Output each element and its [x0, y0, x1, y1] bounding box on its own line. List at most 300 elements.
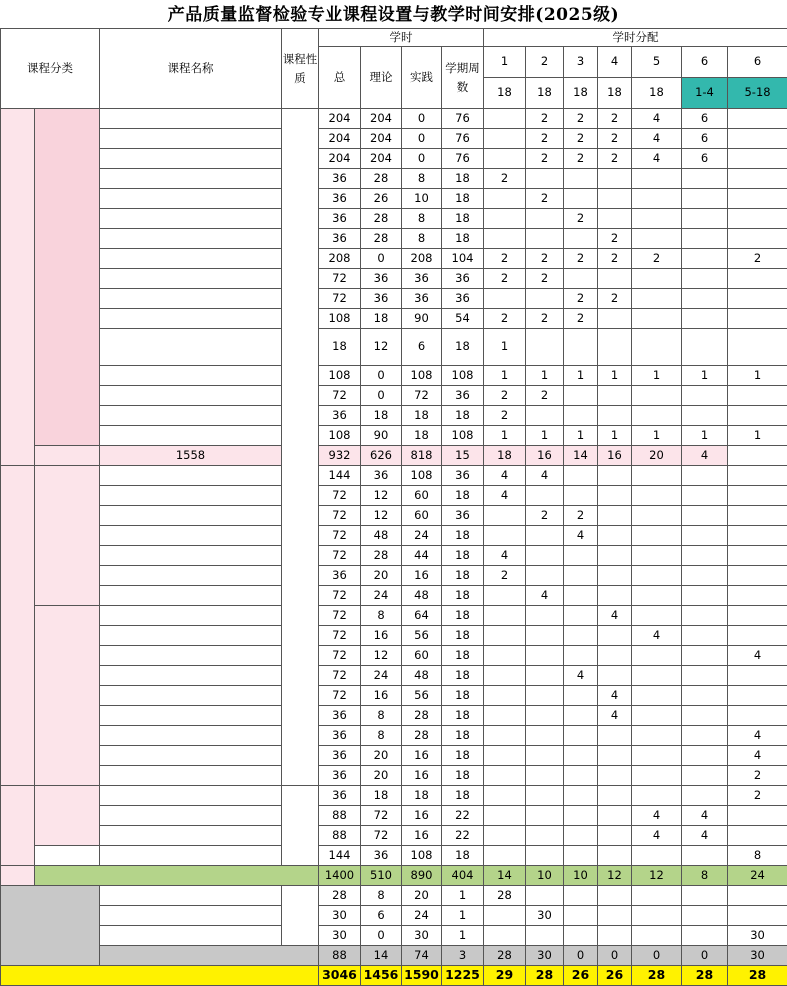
table-cell: 76	[442, 149, 484, 169]
table-cell	[484, 766, 526, 786]
table-cell	[526, 826, 564, 846]
table-cell: 2	[484, 249, 526, 269]
table-cell: 4	[632, 626, 682, 646]
table-cell: 2	[484, 269, 526, 289]
table-cell: 4	[682, 826, 728, 846]
table-cell	[682, 486, 728, 506]
category-public-outer	[1, 109, 35, 466]
table-cell: 204	[361, 149, 402, 169]
table-cell: 2	[484, 566, 526, 586]
table-cell	[632, 386, 682, 406]
table-cell: 72	[319, 666, 361, 686]
table-cell: 18	[442, 766, 484, 786]
table-cell	[632, 169, 682, 189]
table-cell	[728, 606, 787, 626]
course-name	[100, 309, 282, 329]
table-cell: 3046	[319, 966, 361, 986]
table-cell: 8	[728, 846, 787, 866]
subtotal-label	[35, 446, 100, 466]
table-cell: 36	[361, 846, 402, 866]
table-cell: 0	[632, 946, 682, 966]
table-cell	[682, 726, 728, 746]
table-cell: 60	[402, 486, 442, 506]
table-cell: 28	[319, 886, 361, 906]
table-cell	[564, 686, 598, 706]
table-cell	[728, 566, 787, 586]
table-cell	[484, 229, 526, 249]
table-row	[1, 189, 787, 209]
table-cell: 2	[728, 766, 787, 786]
course-name	[100, 189, 282, 209]
course-name	[100, 686, 282, 706]
table-cell: 510	[361, 866, 402, 886]
course-name	[100, 606, 282, 626]
table-cell: 1	[442, 906, 484, 926]
table-row	[1, 646, 787, 666]
table-cell: 12	[361, 646, 402, 666]
table-cell	[632, 586, 682, 606]
table-cell	[598, 726, 632, 746]
table-cell: 890	[402, 866, 442, 886]
table-cell: 1225	[442, 966, 484, 986]
table-cell: 4	[682, 806, 728, 826]
table-cell: 2	[598, 229, 632, 249]
table-cell: 56	[402, 626, 442, 646]
table-cell: 204	[319, 149, 361, 169]
table-cell	[526, 626, 564, 646]
table-cell	[526, 289, 564, 309]
table-cell: 26	[361, 189, 402, 209]
table-cell: 1	[484, 426, 526, 446]
table-row	[1, 386, 787, 406]
header-sem-weeks: 5-18	[728, 78, 787, 109]
category-public-inner	[35, 109, 100, 446]
table-cell: 4	[728, 726, 787, 746]
table-cell	[526, 646, 564, 666]
table-cell	[632, 209, 682, 229]
table-row	[1, 526, 787, 546]
table-row	[1, 426, 787, 446]
table-cell	[564, 189, 598, 209]
table-cell	[598, 926, 632, 946]
table-cell	[484, 526, 526, 546]
table-cell: 18	[402, 426, 442, 446]
table-cell	[564, 726, 598, 746]
table-row	[1, 486, 787, 506]
course-name	[100, 546, 282, 566]
table-row	[1, 566, 787, 586]
table-cell: 16	[402, 806, 442, 826]
table-row	[1, 269, 787, 289]
table-cell: 48	[361, 526, 402, 546]
table-cell	[598, 386, 632, 406]
table-cell	[598, 526, 632, 546]
table-cell: 6	[682, 129, 728, 149]
table-cell: 144	[319, 846, 361, 866]
table-cell: 88	[319, 806, 361, 826]
table-cell: 36	[319, 229, 361, 249]
table-cell	[484, 109, 526, 129]
table-cell: 56	[402, 686, 442, 706]
table-cell: 64	[402, 606, 442, 626]
table-cell	[564, 566, 598, 586]
header-category: 课程分类	[1, 29, 100, 109]
table-cell: 0	[598, 946, 632, 966]
table-cell	[632, 926, 682, 946]
table-cell: 36	[319, 706, 361, 726]
table-cell	[728, 826, 787, 846]
table-cell: 2	[632, 249, 682, 269]
table-cell: 16	[361, 686, 402, 706]
table-cell	[526, 846, 564, 866]
table-cell: 0	[361, 249, 402, 269]
table-cell: 0	[402, 149, 442, 169]
table-cell: 36	[319, 786, 361, 806]
table-cell	[598, 746, 632, 766]
table-cell: 54	[442, 309, 484, 329]
table-cell: 60	[402, 506, 442, 526]
course-name	[100, 706, 282, 726]
table-cell	[598, 309, 632, 329]
table-cell: 18	[361, 309, 402, 329]
table-cell: 30	[319, 926, 361, 946]
table-cell: 1	[598, 426, 632, 446]
table-cell	[728, 666, 787, 686]
table-cell	[526, 329, 564, 366]
table-cell: 1	[564, 366, 598, 386]
category-practice	[1, 886, 100, 966]
table-row	[1, 826, 787, 846]
table-cell: 88	[319, 946, 361, 966]
table-cell	[598, 846, 632, 866]
table-cell: 10	[564, 866, 598, 886]
table-row	[1, 846, 787, 866]
table-cell: 1	[526, 366, 564, 386]
table-cell	[682, 309, 728, 329]
table-cell: 22	[442, 826, 484, 846]
table-cell	[598, 806, 632, 826]
table-cell: 18	[361, 406, 402, 426]
table-cell: 0	[361, 386, 402, 406]
table-cell: 30	[526, 906, 564, 926]
table-cell: 26	[598, 966, 632, 986]
table-cell: 12	[361, 486, 402, 506]
table-cell: 72	[319, 626, 361, 646]
course-nature-required	[282, 886, 319, 946]
table-cell: 60	[402, 646, 442, 666]
table-cell	[564, 169, 598, 189]
table-cell	[682, 906, 728, 926]
table-cell	[598, 189, 632, 209]
table-cell: 36	[319, 726, 361, 746]
table-cell: 48	[402, 666, 442, 686]
table-cell: 108	[319, 309, 361, 329]
table-cell	[682, 586, 728, 606]
table-row	[1, 586, 787, 606]
course-name	[100, 806, 282, 826]
table-cell: 2	[728, 249, 787, 269]
table-cell	[728, 806, 787, 826]
table-cell	[598, 169, 632, 189]
header-sem-number: 2	[526, 47, 564, 78]
table-cell: 1590	[402, 966, 442, 986]
table-cell: 90	[361, 426, 402, 446]
table-cell	[526, 726, 564, 746]
table-cell: 14	[361, 946, 402, 966]
header-sem-number: 6	[728, 47, 787, 78]
table-row	[1, 686, 787, 706]
table-cell: 0	[402, 109, 442, 129]
table-cell: 4	[632, 806, 682, 826]
table-cell	[682, 686, 728, 706]
table-cell: 24	[402, 526, 442, 546]
table-cell	[728, 149, 787, 169]
course-name	[100, 506, 282, 526]
course-name	[100, 886, 282, 906]
table-cell	[564, 886, 598, 906]
table-cell	[526, 886, 564, 906]
table-cell	[682, 926, 728, 946]
table-row	[1, 506, 787, 526]
course-name	[100, 766, 282, 786]
table-cell: 4	[632, 109, 682, 129]
table-cell	[564, 406, 598, 426]
table-cell: 2	[484, 386, 526, 406]
table-cell	[728, 229, 787, 249]
course-nature-required	[282, 109, 319, 786]
table-cell	[682, 706, 728, 726]
table-cell: 16	[402, 566, 442, 586]
header-hours: 学时	[319, 29, 484, 47]
table-cell: 2	[526, 506, 564, 526]
table-cell: 16	[402, 746, 442, 766]
table-cell: 1	[442, 926, 484, 946]
table-cell: 10	[402, 189, 442, 209]
table-cell: 72	[319, 289, 361, 309]
table-cell	[598, 466, 632, 486]
table-cell	[728, 189, 787, 209]
table-cell: 18	[442, 229, 484, 249]
table-cell: 8	[402, 209, 442, 229]
category-professional-core	[35, 606, 100, 786]
table-row	[1, 926, 787, 946]
table-cell: 8	[361, 726, 402, 746]
table-cell: 8	[402, 169, 442, 189]
table-row	[1, 129, 787, 149]
table-cell	[484, 506, 526, 526]
table-cell: 12	[598, 866, 632, 886]
table-cell	[682, 626, 728, 646]
table-cell	[632, 746, 682, 766]
table-cell: 29	[484, 966, 526, 986]
table-cell: 2	[598, 149, 632, 169]
table-cell	[728, 329, 787, 366]
table-cell: 24	[728, 866, 787, 886]
table-cell: 4	[682, 446, 728, 466]
table-row	[1, 606, 787, 626]
table-cell	[526, 486, 564, 506]
table-cell	[632, 289, 682, 309]
table-cell	[564, 586, 598, 606]
course-name	[100, 109, 282, 129]
table-cell: 18	[442, 566, 484, 586]
table-cell	[526, 209, 564, 229]
table-cell: 2	[484, 406, 526, 426]
table-row	[1, 626, 787, 646]
table-cell	[484, 586, 526, 606]
table-cell: 90	[402, 309, 442, 329]
table-cell: 76	[442, 109, 484, 129]
table-cell	[728, 706, 787, 726]
table-cell: 4	[564, 666, 598, 686]
header-sem-weeks: 1-4	[682, 78, 728, 109]
header-sem-weeks: 18	[632, 78, 682, 109]
table-cell	[598, 626, 632, 646]
category-blank	[1, 866, 35, 886]
table-cell	[682, 886, 728, 906]
table-cell: 1	[598, 366, 632, 386]
course-name	[100, 329, 282, 366]
course-name	[100, 846, 282, 866]
table-cell	[484, 846, 526, 866]
table-cell	[564, 806, 598, 826]
table-cell: 36	[319, 209, 361, 229]
table-cell	[526, 406, 564, 426]
table-cell: 932	[319, 446, 361, 466]
header-sem-weeks: 18	[598, 78, 632, 109]
table-cell: 18	[442, 586, 484, 606]
table-cell: 30	[402, 926, 442, 946]
course-name	[100, 229, 282, 249]
table-cell: 36	[319, 766, 361, 786]
course-name	[100, 726, 282, 746]
table-cell	[682, 646, 728, 666]
table-cell	[484, 906, 526, 926]
header-total: 总	[319, 47, 361, 109]
table-cell: 72	[361, 826, 402, 846]
table-cell: 36	[442, 466, 484, 486]
header-sem-number: 3	[564, 47, 598, 78]
table-cell: 20	[632, 446, 682, 466]
table-cell: 28	[361, 546, 402, 566]
table-cell	[564, 926, 598, 946]
table-cell	[526, 926, 564, 946]
table-cell: 14	[484, 866, 526, 886]
course-name	[100, 269, 282, 289]
subtotal-label	[35, 866, 319, 886]
table-cell	[682, 846, 728, 866]
table-cell: 2	[598, 289, 632, 309]
table-cell	[484, 706, 526, 726]
table-cell	[682, 566, 728, 586]
table-cell: 1	[484, 366, 526, 386]
table-cell	[564, 466, 598, 486]
table-cell: 1	[484, 329, 526, 366]
course-nature-elective	[282, 786, 319, 866]
table-cell	[564, 846, 598, 866]
course-name	[100, 926, 282, 946]
table-cell: 16	[598, 446, 632, 466]
header-practice: 实践	[402, 47, 442, 109]
table-cell	[632, 726, 682, 746]
table-row	[1, 746, 787, 766]
table-cell	[484, 289, 526, 309]
table-cell: 208	[319, 249, 361, 269]
table-cell	[682, 189, 728, 209]
table-cell	[564, 646, 598, 666]
table-cell	[484, 666, 526, 686]
table-cell: 12	[361, 329, 402, 366]
table-cell	[728, 466, 787, 486]
table-cell	[598, 886, 632, 906]
table-cell: 2	[526, 309, 564, 329]
table-cell: 2	[484, 169, 526, 189]
subtotal-row	[1, 946, 787, 966]
course-name	[100, 209, 282, 229]
table-cell: 48	[402, 586, 442, 606]
table-cell: 8	[402, 229, 442, 249]
table-cell: 72	[319, 646, 361, 666]
table-cell: 26	[564, 966, 598, 986]
table-cell: 18	[442, 786, 484, 806]
table-cell	[728, 209, 787, 229]
table-cell: 204	[361, 109, 402, 129]
table-cell: 18	[442, 526, 484, 546]
table-cell: 24	[402, 906, 442, 926]
table-cell: 4	[632, 826, 682, 846]
table-cell: 4	[728, 646, 787, 666]
table-cell: 88	[319, 826, 361, 846]
table-cell	[632, 886, 682, 906]
table-cell: 30	[526, 946, 564, 966]
table-cell: 36	[442, 506, 484, 526]
table-cell	[682, 526, 728, 546]
grand-total-row	[1, 966, 787, 986]
table-cell: 6	[361, 906, 402, 926]
table-cell: 18	[402, 406, 442, 426]
table-row	[1, 209, 787, 229]
table-cell: 2	[564, 309, 598, 329]
table-cell: 1	[564, 426, 598, 446]
table-cell: 18	[442, 746, 484, 766]
table-cell	[632, 466, 682, 486]
header-theory: 理论	[361, 47, 402, 109]
table-cell: 72	[319, 386, 361, 406]
course-name	[100, 466, 282, 486]
table-cell: 4	[484, 466, 526, 486]
table-cell	[564, 706, 598, 726]
table-cell: 1456	[361, 966, 402, 986]
course-name	[100, 786, 282, 806]
table-cell	[526, 786, 564, 806]
table-cell: 36	[402, 269, 442, 289]
table-cell: 18	[484, 446, 526, 466]
table-cell: 18	[442, 546, 484, 566]
table-cell: 8	[361, 606, 402, 626]
table-cell	[728, 886, 787, 906]
table-cell	[564, 486, 598, 506]
table-cell	[682, 746, 728, 766]
table-cell	[564, 906, 598, 926]
table-cell	[682, 329, 728, 366]
table-cell	[728, 289, 787, 309]
table-cell: 2	[564, 129, 598, 149]
table-cell: 72	[319, 486, 361, 506]
table-cell: 108	[442, 426, 484, 446]
table-cell	[632, 566, 682, 586]
table-cell	[632, 646, 682, 666]
table-cell: 6	[682, 149, 728, 169]
